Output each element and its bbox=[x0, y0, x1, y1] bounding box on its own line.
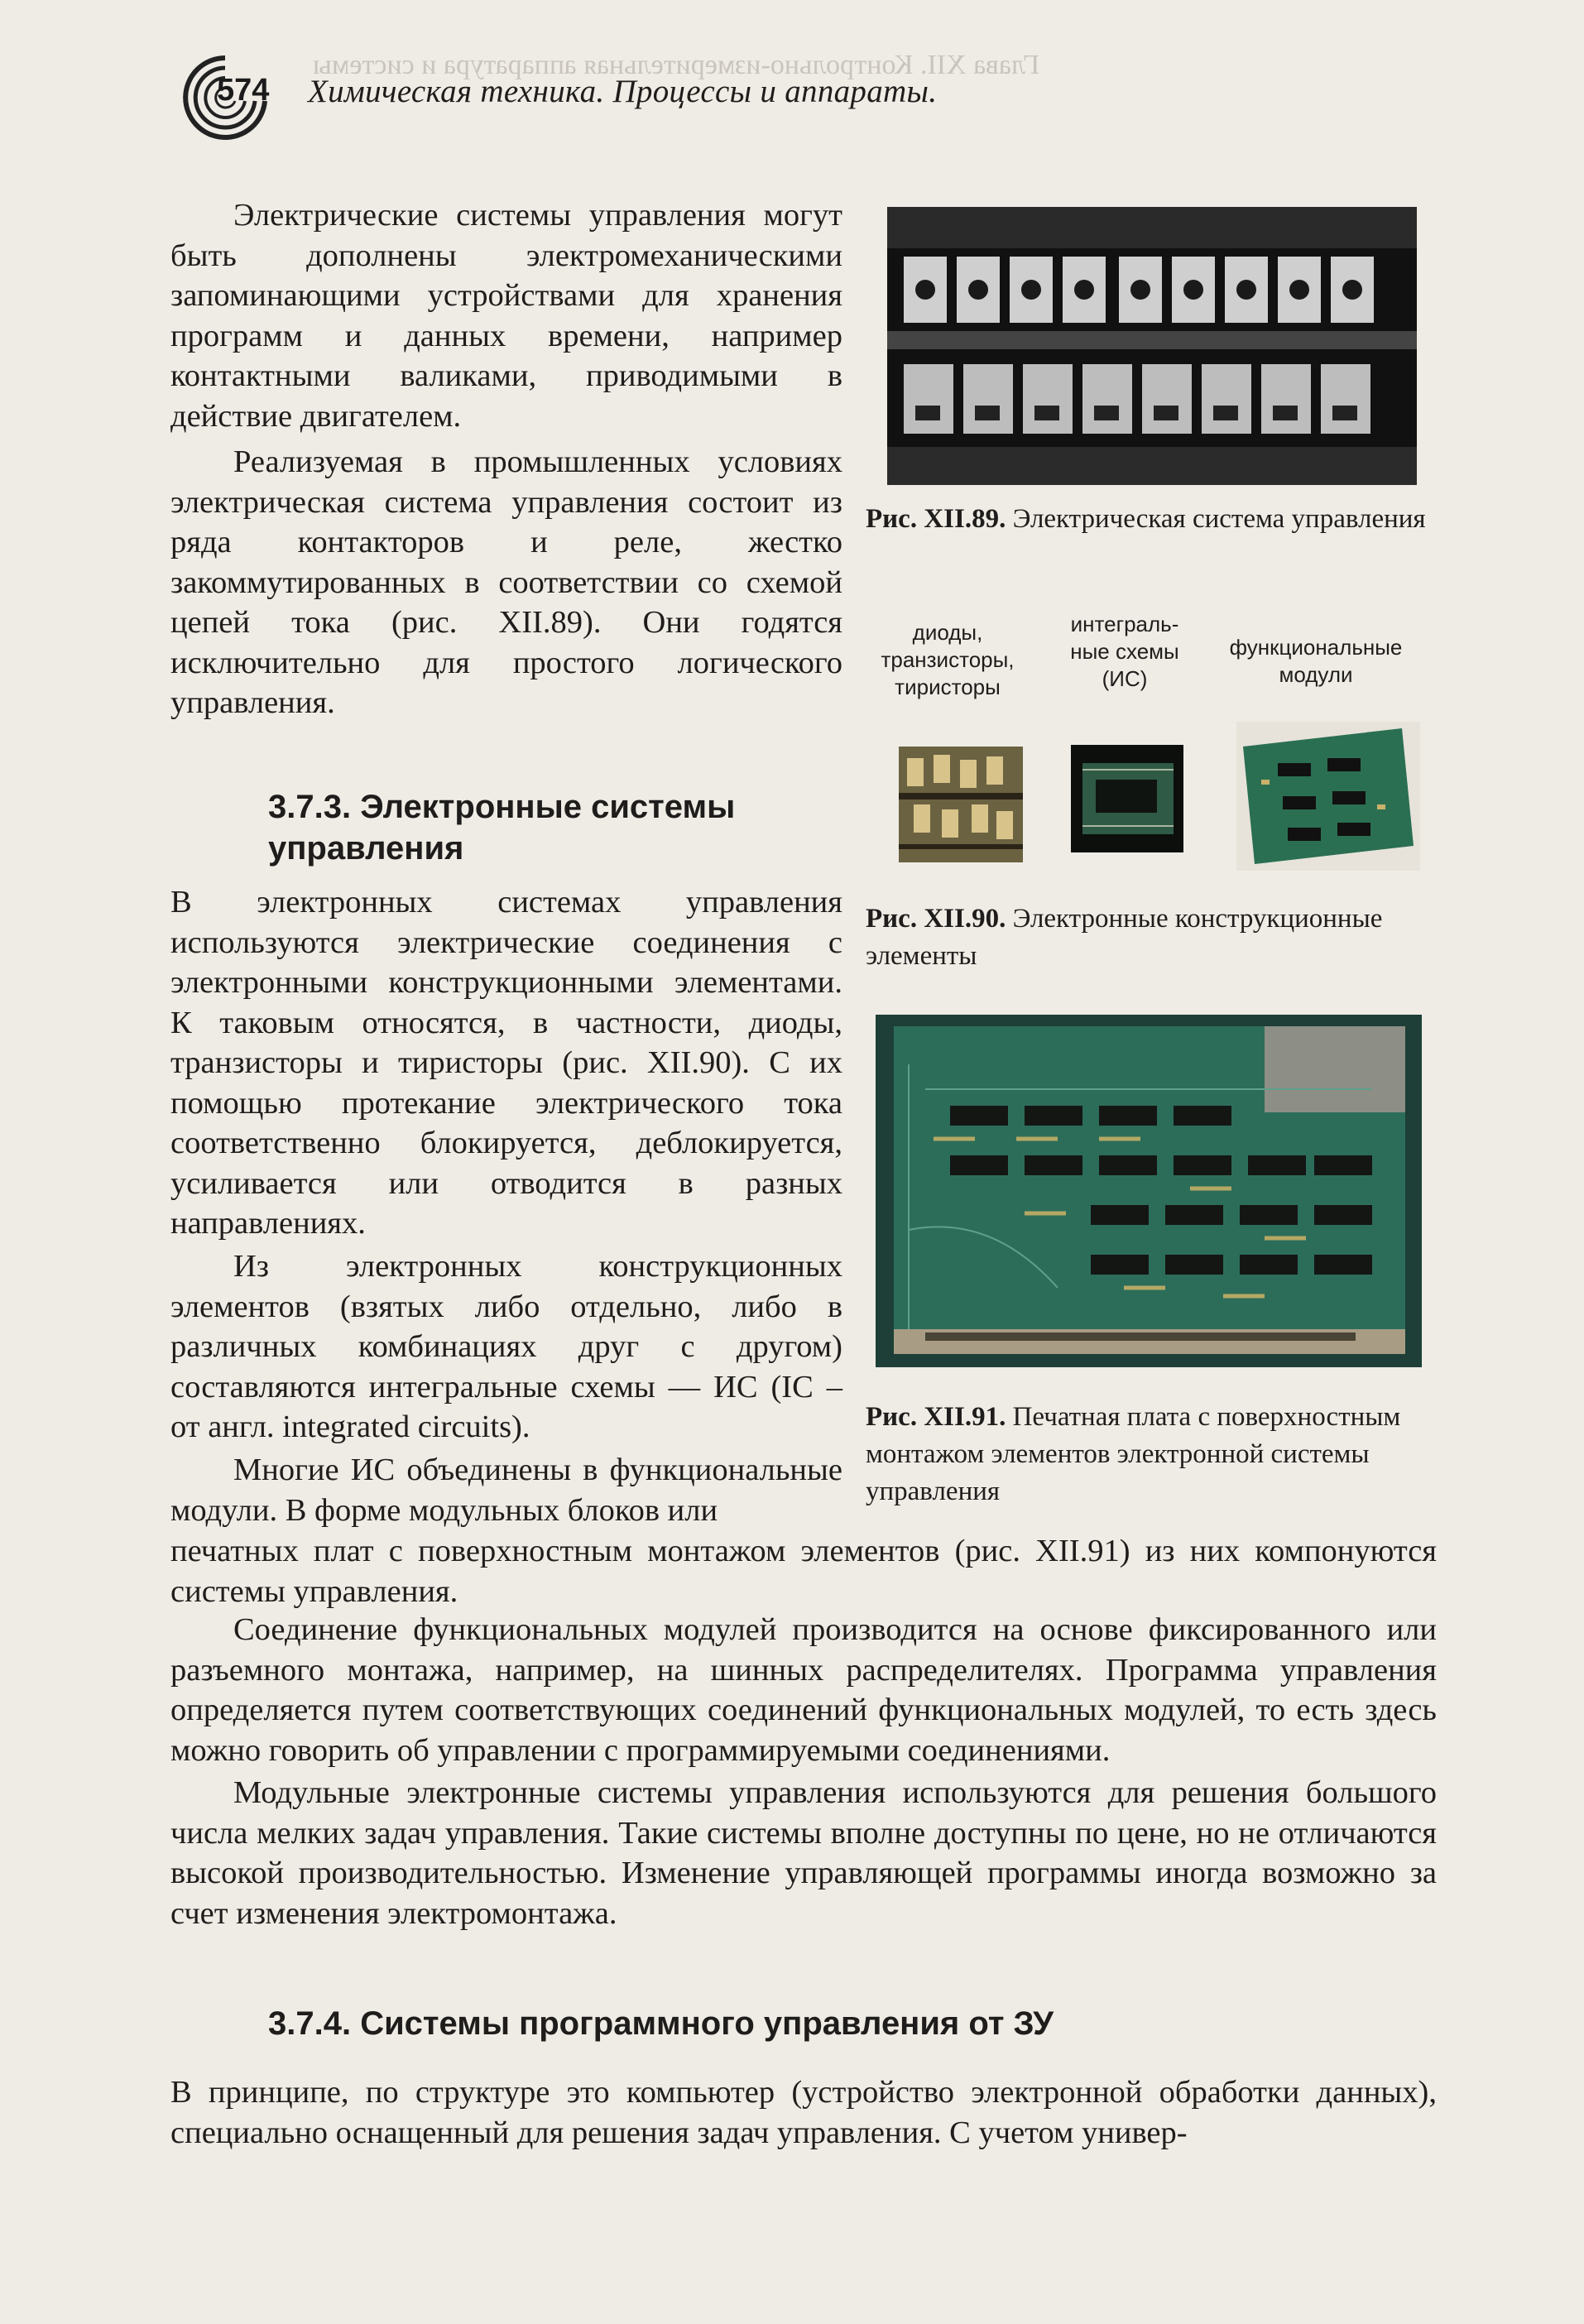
figure-89-text: Электрическая система управления bbox=[1012, 504, 1426, 534]
figure-89-label: Рис. XII.89. bbox=[866, 504, 1006, 534]
paragraph-8: В принципе, по структуре это компьютер (устройство электронной обработки данных), специально оснащенный для решения задач управления. С учетом универ- bbox=[170, 2075, 1437, 2150]
figure-90-ic-photo bbox=[1071, 745, 1183, 852]
figure-91-caption bbox=[866, 1399, 1445, 1510]
paragraph-6: Соединение функциональных модулей производится на основе фиксированного или разъемного монтажа, например, на шинных распределителях. Программа управления определяется путем соответствующих соединений функциональных модулей, то есть здесь можно говорить об управлении с программируемыми соединениями. bbox=[170, 1612, 1437, 1768]
figure-91-text: Печатная плата с поверхностным монтажом элементов электронной системы управления bbox=[866, 1402, 1401, 1506]
figure-90-label: Рис. XII.90. bbox=[866, 904, 1006, 934]
figure-91-label: Рис. XII.91. bbox=[866, 1402, 1006, 1432]
figure-90-text: Электронные конструкционные элементы bbox=[866, 904, 1383, 971]
running-title: Химическая техника. Процессы и аппараты. bbox=[308, 74, 938, 109]
section-heading-374: 3.7.4. Системы программного управления от ЗУ bbox=[268, 2005, 1054, 2042]
figure-90-label-ic: интеграль-ные схемы (ИС) bbox=[1070, 612, 1179, 691]
figure-91-pcb-photo bbox=[876, 1015, 1422, 1367]
figure-89-caption bbox=[866, 501, 1445, 538]
figure-90-caption bbox=[866, 900, 1445, 975]
paragraph-7: Модульные электронные системы управления используются для решения большого числа мелких задач управления. Такие системы вполне доступны по цене, но не отличаются высокой производительностью. Изменение управляющей программы иногда возможно за счет изменения электромонтажа. bbox=[170, 1775, 1437, 1931]
paragraph-2: Реализуемая в промышленных условиях электрическая система управления состоит из ряда контакторов и реле, жестко закоммутированных в соответствии со схемой цепей тока (рис. XII.89). Они годятся исключительно для простого логического управления. bbox=[170, 444, 842, 720]
paragraph-1: Электрические системы управления могут быть дополнены электромеханическими запоминающими устройствами для хранения программ и данных времени, например контактными валиками, приводимыми в действие двигателем. bbox=[170, 198, 842, 434]
paragraph-5a: Многие ИС объединены в функциональные модули. В форме модульных блоков или bbox=[170, 1452, 842, 1528]
paragraph-5b: печатных плат с поверхностным монтажом элементов (рис. XII.91) из них компонуются системы управления. bbox=[170, 1534, 1437, 1609]
bleed-through-text: Глава XII. Контрольно-измерительная аппаратура и системы bbox=[313, 50, 1040, 80]
figure-89-photo bbox=[887, 207, 1417, 485]
page-number: 574 bbox=[217, 73, 270, 108]
section-heading-373: 3.7.3. Электронные системы управления bbox=[268, 789, 736, 867]
figure-90-label-diodes: диоды, транзисторы, тиристоры bbox=[881, 620, 1015, 699]
figure-90-modules-photo bbox=[1236, 722, 1420, 871]
paragraph-3: В электронных системах управления используются электрические соединения с электронными конструкционными элементами. К таковым относятся, в частности, диоды, транзисторы и тиристоры (рис. XII.90). С их помощью протекание электрического тока соответственно блокируется, деблокируется, усиливается или отводится в разных направлениях. bbox=[170, 885, 842, 1241]
figure-90-diodes-photo bbox=[899, 747, 1023, 862]
figure-90-label-modules: функциональные модули bbox=[1229, 635, 1403, 687]
paragraph-4: Из электронных конструкционных элементов (взятых либо отдельно, либо в различных комбинациях друг с другом) составляются интегральные схемы — ИС (IC – от англ. integrated circuits). bbox=[170, 1249, 842, 1444]
